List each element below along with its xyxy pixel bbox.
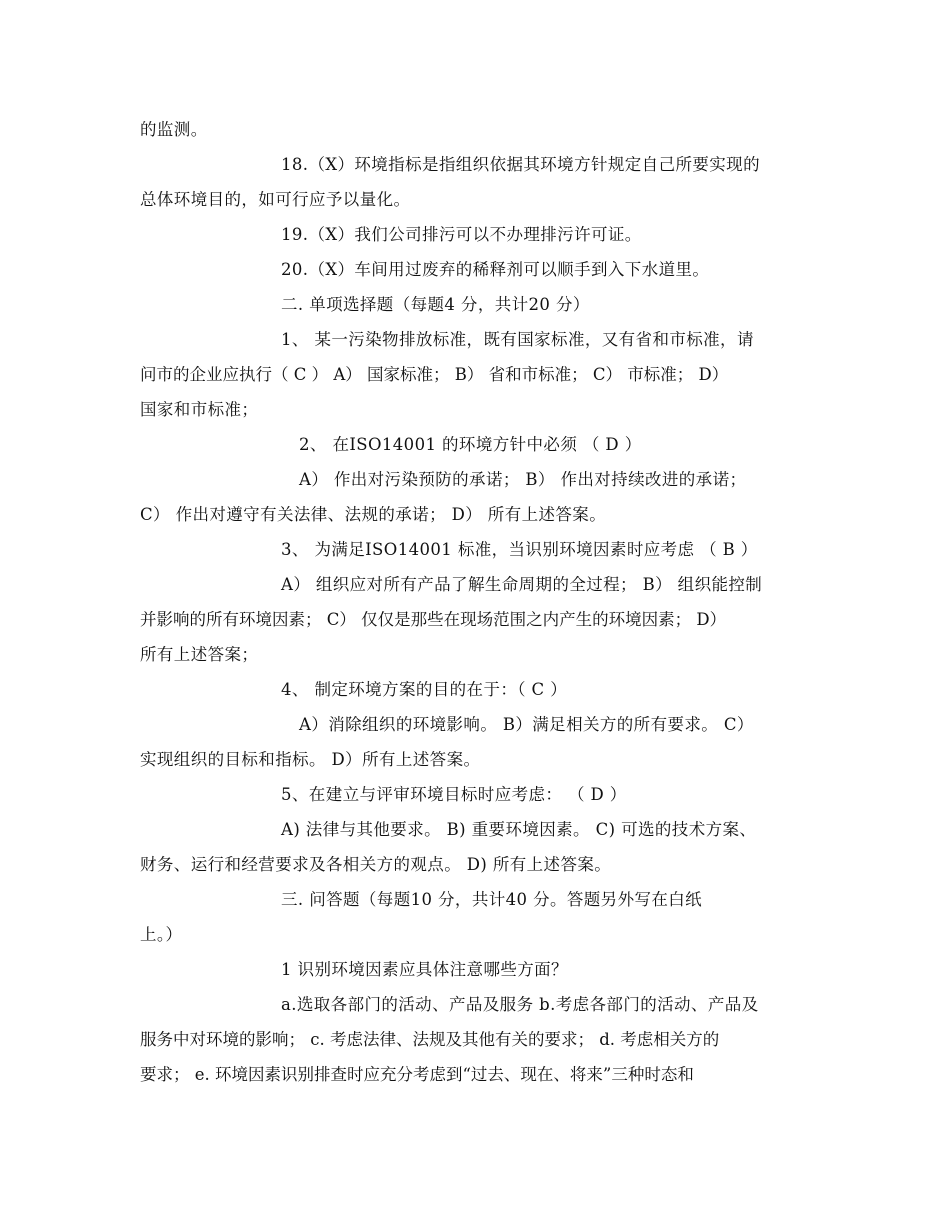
text-line: A） 作出对污染预防的承诺； B） 作出对持续改进的承诺； bbox=[299, 470, 747, 489]
text-line: A) 法律与其他要求。 B) 重要环境因素。 C) 可选的技术方案、 bbox=[281, 820, 757, 839]
text-line: a.选取各部门的活动、产品及服务 b.考虑各部门的活动、产品及 bbox=[281, 995, 759, 1014]
text-line: 要求； e. 环境因素识别排查时应充分考虑到“过去、现在、将来”三种时态和 bbox=[140, 1065, 694, 1084]
text-line: 20.（X）车间用过废弃的稀释剂可以顺手到入下水道里。 bbox=[281, 260, 710, 279]
text-line: 所有上述答案； bbox=[140, 645, 259, 664]
section-heading: 三. 问答题（每题10 分，共计40 分。答题另外写在白纸 bbox=[281, 890, 703, 909]
text-line: 服务中对环境的影响； c. 考虑法律、法规及其他有关的要求； d. 考虑相关方的 bbox=[140, 1030, 720, 1049]
text-line: 的监测。 bbox=[140, 120, 208, 139]
question-line: 4、 制定环境方案的目的在于：（ C ） bbox=[281, 680, 568, 699]
text-line: 18.（X）环境指标是指组织依据其环境方针规定自己所要实现的 bbox=[281, 155, 760, 174]
text-line: 财务、运行和经营要求及各相关方的观点。 D) 所有上述答案。 bbox=[140, 855, 612, 874]
question-line: 5、在建立与评审环境目标时应考虑： （ D ） bbox=[281, 785, 627, 804]
question-line: 1、 某一污染物排放标准，既有国家标准，又有省和市标准，请 bbox=[281, 330, 754, 349]
text-line: C） 作出对遵守有关法律、法规的承诺； D） 所有上述答案。 bbox=[140, 505, 607, 524]
text-line: 上。） bbox=[140, 925, 183, 944]
text-line: A） 组织应对所有产品了解生命周期的全过程； B） 组织能控制 bbox=[281, 575, 763, 594]
text-line: 总体环境目的，如可行应予以量化。 bbox=[140, 190, 411, 209]
text-line: 并影响的所有环境因素； C） 仅仅是那些在现场范围之内产生的环境因素； D） bbox=[140, 610, 727, 629]
text-line: 问市的企业应执行（ C ） A） 国家标准； B） 省和市标准； C） 市标准； D） bbox=[140, 365, 729, 384]
question-line: 3、 为满足ISO14001 标准，当识别环境因素时应考虑 （ B ） bbox=[281, 540, 758, 559]
text-line: 实现组织的目标和指标。 D）所有上述答案。 bbox=[140, 750, 481, 769]
section-heading: 二. 单项选择题（每题4 分，共计20 分） bbox=[281, 295, 590, 314]
question-line: 1 识别环境因素应具体注意哪些方面？ bbox=[281, 960, 568, 979]
question-line: 2、 在ISO14001 的环境方针中必须 （ D ） bbox=[299, 435, 642, 454]
text-line: 19.（X）我们公司排污可以不办理排污许可证。 bbox=[281, 225, 642, 244]
text-line: 国家和市标准； bbox=[140, 400, 259, 419]
text-line: A）消除组织的环境影响。 B）满足相关方的所有要求。 C） bbox=[299, 715, 754, 734]
